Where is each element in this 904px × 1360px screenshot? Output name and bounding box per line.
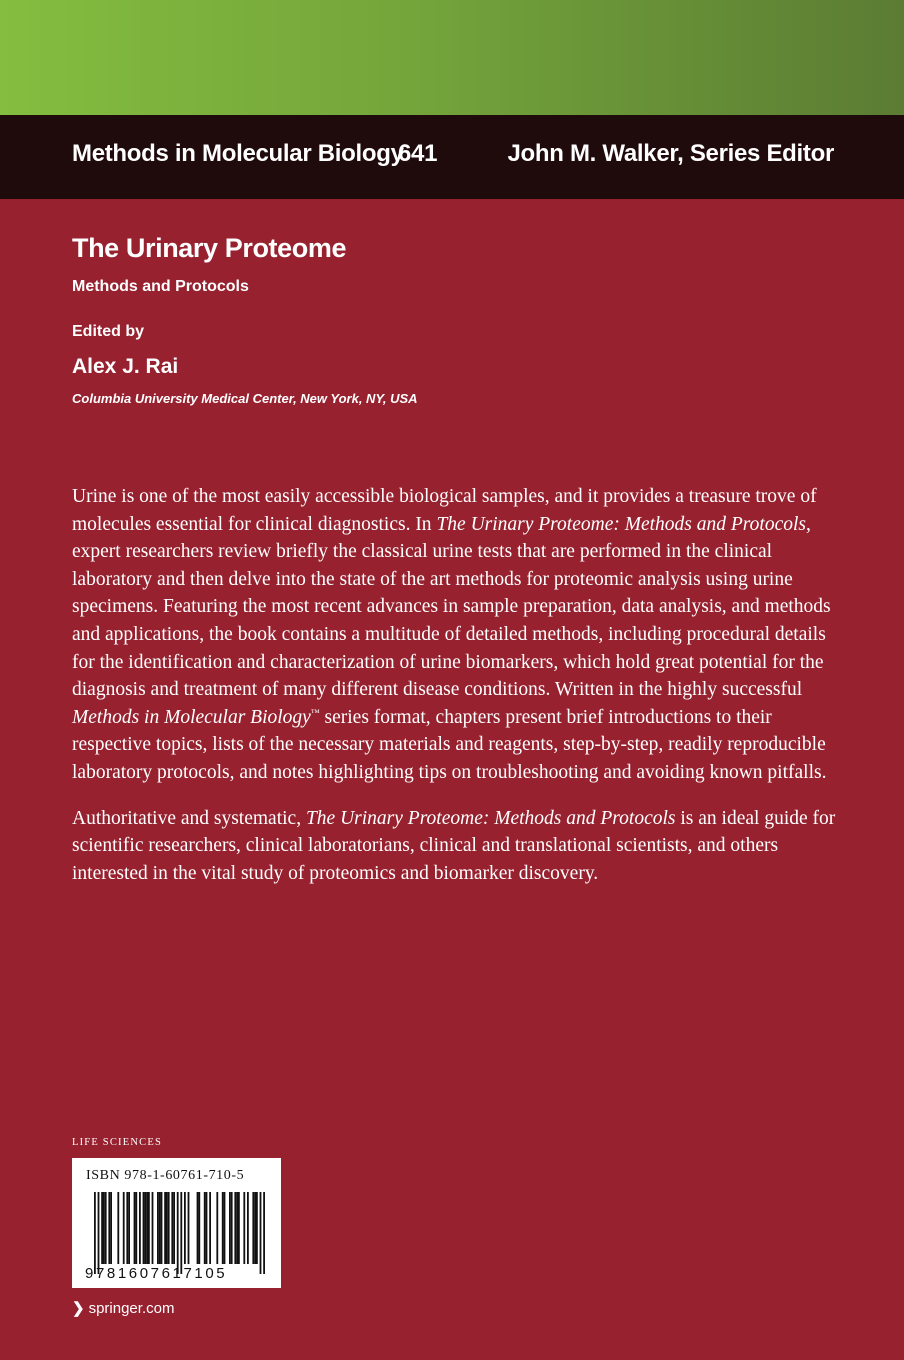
book-description [72, 483, 842, 905]
barcode-bar [159, 1192, 161, 1264]
series-number: 641 [398, 140, 438, 167]
barcode-bar [263, 1192, 265, 1274]
barcode-bar [101, 1192, 103, 1264]
description-paragraph-1 [72, 483, 842, 787]
top-color-band [0, 0, 904, 115]
barcode-bar [229, 1192, 231, 1264]
barcode-bar [105, 1192, 107, 1264]
barcode-bar [256, 1192, 258, 1264]
isbn-text: ISBN 978-1-60761-710-5 [86, 1168, 245, 1183]
series-name: Methods in Molecular Biology [72, 140, 404, 167]
publisher-link[interactable] [72, 1299, 174, 1317]
barcode-bar [243, 1192, 245, 1264]
description-text: is an ideal guide for scientific researchers, clinical laboratorians, clinical and translational scientists, and others interested in the vital study of proteomics and biomarker discovery. [72, 807, 836, 884]
barcode-bar [139, 1192, 141, 1264]
barcode-bar [110, 1192, 112, 1264]
barcode-bar [236, 1192, 238, 1264]
book-title: The Urinary Proteome [72, 233, 347, 263]
barcode-bar [166, 1192, 168, 1264]
barcode-bar [184, 1192, 186, 1264]
description-italic-title: The Urinary Proteome: Methods and Protocols [436, 513, 806, 535]
barcode-bar [98, 1192, 100, 1274]
barcode-bar [143, 1192, 145, 1264]
barcode-bar [148, 1192, 150, 1264]
description-text: , expert researchers review briefly the classical urine tests that are performed in the clinical laboratory and then delve into the state of the art methods for proteomic analysis using urine specimens. Featuring the most recent advances in sample preparation, data analysis, and methods and applications, the book contains a multitude of detailed methods, including procedural details for the identification and characterization of urine biomarkers, which hold great potential for the diagnosis and treatment of many different disease conditions. Written in the highly successful [72, 513, 831, 701]
subject-category: LIFE SCIENCES [72, 1137, 162, 1148]
barcode-bar [171, 1192, 173, 1264]
trademark-symbol: ™ [310, 707, 320, 718]
editor-name: Alex J. Rai [72, 355, 179, 378]
barcode-bar [161, 1192, 163, 1264]
barcode-bar [180, 1192, 182, 1274]
barcode-bar [209, 1192, 211, 1264]
barcode-bar [123, 1192, 125, 1264]
barcode-bar [260, 1192, 262, 1274]
barcode-bar [216, 1192, 218, 1264]
barcode-bar [152, 1192, 154, 1264]
barcode-bar [254, 1192, 256, 1264]
barcode-bar [144, 1192, 146, 1264]
barcode-bar [238, 1192, 240, 1264]
barcode-bar [197, 1192, 199, 1264]
description-text: series format, chapters present brief introductions to their respective topics, lists of the necessary materials and reagents, step-by-step, readily reproducible laboratory protocols, and notes highlighting tips on troubleshooting and avoiding known pitfalls. [72, 706, 827, 783]
barcode-bar [135, 1192, 137, 1264]
barcode-bar [247, 1192, 249, 1264]
barcode-digits: 9781607617105 [85, 1265, 228, 1282]
description-italic-series: Methods in Molecular Biology [72, 706, 311, 728]
barcode-bar [177, 1192, 179, 1274]
description-text: Urine is one of the most easily accessible biological samples, and it provides a treasure trove of molecules essential for clinical diagnostics. In [72, 486, 817, 535]
edited-by-label: Edited by [72, 323, 145, 340]
barcode-bar [108, 1192, 110, 1264]
barcode-bar [94, 1192, 96, 1274]
barcode-bar [252, 1192, 254, 1264]
barcode-bar [198, 1192, 200, 1264]
barcode-bar [117, 1192, 119, 1264]
barcode-bar [231, 1192, 233, 1264]
chevron-right-icon: ❯ [72, 1300, 85, 1317]
barcode-bar [168, 1192, 170, 1264]
barcode-bar [206, 1192, 208, 1264]
barcode-bar [222, 1192, 224, 1264]
barcode-bar [146, 1192, 148, 1264]
barcode-bar [234, 1192, 236, 1264]
barcode-bar [224, 1192, 226, 1264]
barcode-bar [157, 1192, 159, 1264]
book-subtitle: Methods and Protocols [72, 278, 249, 295]
isbn-barcode-box [72, 1158, 281, 1288]
barcode-bar [128, 1192, 130, 1264]
barcode-bar [126, 1192, 128, 1264]
editor-affiliation: Columbia University Medical Center, New York, NY, USA [72, 391, 418, 406]
description-text: Authoritative and systematic, [72, 807, 306, 829]
description-italic-title: The Urinary Proteome: Methods and Protocols [305, 807, 676, 829]
barcode-bar [103, 1192, 105, 1264]
barcode-bar [173, 1192, 175, 1264]
barcode-bar [204, 1192, 206, 1264]
description-paragraph-2 [72, 805, 842, 888]
series-bar [0, 115, 904, 199]
series-editor: John M. Walker, Series Editor [507, 140, 834, 167]
publisher-url: springer.com [88, 1300, 175, 1317]
barcode-bar [188, 1192, 190, 1264]
barcode-bar [134, 1192, 136, 1264]
barcode-bar [164, 1192, 166, 1264]
